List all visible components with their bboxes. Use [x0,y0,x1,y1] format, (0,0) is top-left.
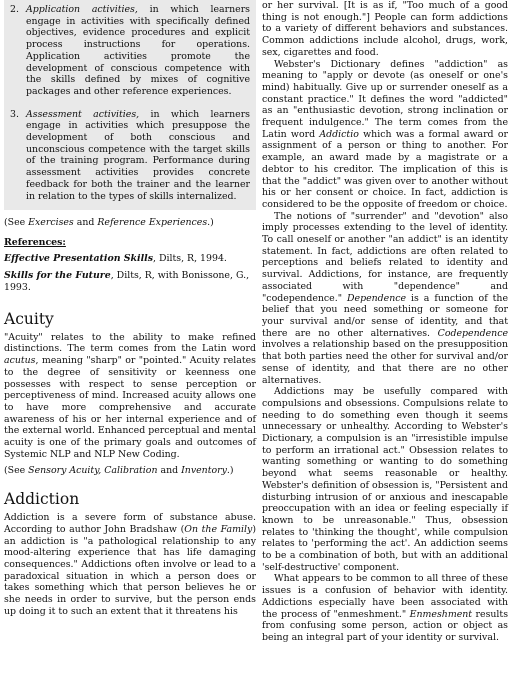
emphasis-word: Dependence [347,292,407,304]
see-text: and [157,464,182,476]
addiction-heading: Addiction [4,490,80,509]
emphasis-word: Enmeshment [409,608,473,620]
paragraph: Addictions may be usefully compared with compulsions and obsessions. Compulsions relate to needing to do something even though it seems unnecessary or unhealthy. According to Webster's Dictionary, a compulsion is an "irresistible impulse to perform an irrational act." Obsession relates to wanting something or wanting to do something beyond what seems reasonable or healthy. Webster's definition of obsession is, "Persistent and disturbing intrusion of or anxious and inescapable preoccupation with an idea or feeling especially if known to be unreasonable." Thus, obsession relates to 'thinking the thought', while compulsion relates to 'performing the act'. An addiction seems to be a combination of both, but with an additional 'self-destructive' component. [262,386,508,573]
addiction-paragraph [4,512,256,617]
paragraph-text: What appears to be common to all three of these issues is a confusion of behavior with identity. Addictions especially have been associated with the process of "enmeshment." [262,573,508,620]
see-text: (See [4,217,29,229]
paragraph: or her survival. [It is as if, "Too much of a good thing is not enough."] People can form addictions to a variety of different behaviors and substances. Common addictions include alcohol, drugs, work, sex, cigarettes and food. [262,0,508,58]
see-link[interactable]: Reference Experiences [97,217,208,229]
item-lead: Assessment activities, [26,108,140,120]
acuity-heading: Acuity [4,309,54,328]
see-link[interactable]: Sensory Acuity, Calibration [28,464,158,476]
right-column [262,0,508,644]
list-item [10,4,250,98]
emphasis-word: On the Family [184,523,253,535]
see-text: and [73,217,98,229]
see-text: .) [226,464,234,476]
emphasis-word: acutus [4,355,36,367]
paragraph-text: ) an addiction is "a pathological relationship to any mood-altering experience that has life damaging consequences." Addictions often involve or lead to a paradoxical situation in which a person does or takes something which that person believes he or she needs in order to survive, but the person ends up doing it to such an extent that it threatens his [4,523,256,617]
paragraph [262,573,508,643]
acuity-paragraph [4,332,256,461]
paragraph-text: The notions of "surrender" and "devotion" also imply processes extending to the level of identity. To call oneself or another "an addict" is an identity statement. In fact, addictions are often related to perceptions and beliefs related to identity and survival. Addictions, for instance, are frequently associated with "dependence" and "codependence." [262,210,508,304]
reference-item [4,253,256,265]
activities-box [4,0,256,210]
reference-title: Effective Presentation Skills [4,252,154,264]
reference-item [4,270,256,293]
paragraph [262,59,508,211]
paragraph-text: Addiction is a severe form of substance abuse. According to author John Bradshaw ( [4,512,256,535]
paragraph-text: is a function of the belief that you need something or someone for your survival and/or sense of identity, and that there are no other alternatives. [262,292,508,339]
see-also [4,465,256,477]
item-number: 2. [10,4,19,15]
item-body: in which learners engage in activities which presuppose the development of both conscious and unconscious competence with the target skills of the training program. Performance during assessment activities provides concrete feedback for both the trainer and the learner in relation to the types of skills internalized. [26,108,250,202]
see-link[interactable]: Exercises [28,217,74,229]
list-item [10,109,250,203]
item-lead: Application activities, [26,4,138,15]
reference-title: Skills for the Future [4,270,111,282]
paragraph-text: "Acuity" relates to the ability to make refined distinctions. The term comes from the Latin word [4,331,256,355]
emphasis-word: Codependence [437,327,508,339]
reference-details: , Dilts, R, 1994. [153,252,227,264]
see-text: .) [207,217,214,229]
item-body: in which learners engage in activities with specifically defined objectives, evidence procedures and explicit process instructions for operations. Application activities promote the development of conscious competence with the skills defined by mixes of cognitive packages and other reference experiences. [26,4,250,97]
see-also [4,217,256,229]
paragraph-text: involves a relationship based on the presupposition that both parties need the other for survival and/or sense of identity, and that there are no other alternatives. [262,339,508,386]
references-heading: References: [4,236,66,248]
emphasis-word: Addictio [319,128,359,140]
item-number: 3. [10,108,19,120]
item-text [26,109,250,203]
see-link[interactable]: Inventory [181,464,227,476]
paragraph [262,211,508,387]
paragraph-text: results from confusing some person, action or object as being an integral part of your identity or survival. [262,608,509,643]
item-text [26,4,250,98]
paragraph-text: which was a formal award or assignment of a person or thing to another. For example, an award made by a magistrate or a debtor to his creditor. The implication of this is that the "addict" was given over to another without his or her consent or choice. In fact, addiction is considered to be the opposite of freedom or choice. [262,128,508,210]
reference-details: , Dilts, R, with Bonissone, G., 1993. [4,270,250,294]
see-text: (See [4,464,29,476]
paragraph-text: , meaning "sharp" or "pointed." Acuity relates to the degree of sensitivity or keenness one possesses with respect to sense perception or perceptiveness of mind. Increased acuity allows one to have more comprehensive and accurate awareness of his or her internal experience and of the external world. Enhanced perceptual and mental acuity is one of the primary goals and outcomes of Systemic NLP and NLP New Coding. [4,355,256,460]
paragraph-text: Webster's Dictionary defines "addiction" as meaning to "apply or devote (as oneself or one's mind) habitually. Give up or surrender oneself as a constant practice." It defines the word "addicted" as an "enthusiastic devotion, strong inclination or frequent indulgence." The term comes from the Latin word [262,58,508,140]
left-column [4,0,256,618]
